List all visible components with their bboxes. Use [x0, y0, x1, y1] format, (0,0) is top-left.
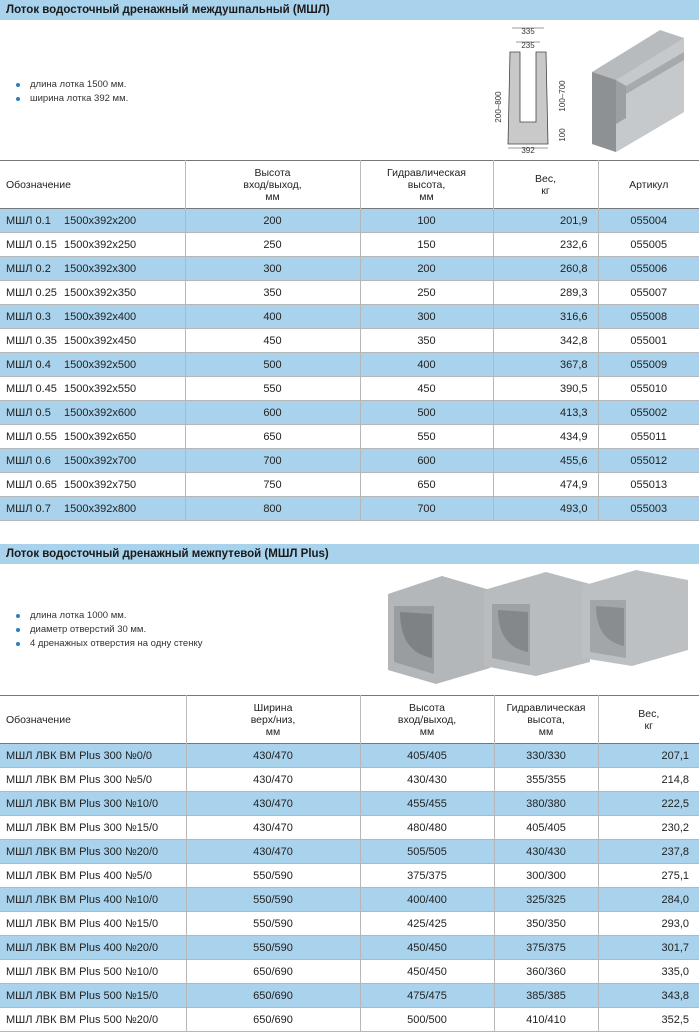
cell-designation [0, 401, 185, 425]
spec-bullet: длина лотка 1000 мм. [14, 609, 202, 623]
cell-designation [0, 209, 185, 233]
mshl-3d-illustration [586, 26, 690, 154]
cell-w: 284,0 [598, 888, 699, 912]
cell-h: 500/500 [360, 1008, 494, 1032]
cell-designation [0, 257, 185, 281]
cell-h: 450/450 [360, 960, 494, 984]
cell-h: 300 [185, 257, 360, 281]
cell-code: МШЛ ЛВК ВМ Plus 300 №20/0 [6, 845, 159, 858]
section-title-mshl: Лоток водосточный дренажный междушпальный (МШЛ) [0, 0, 699, 20]
cell-size: 1500x392x550 [64, 382, 137, 395]
table-row [0, 281, 699, 305]
column-header: Высота вход/выход, мм [360, 696, 494, 744]
cell-size: 1500x392x450 [64, 334, 137, 347]
cell-hyd: 150 [360, 233, 493, 257]
cell-w: 493,0 [493, 497, 598, 521]
cell-w: 474,9 [493, 473, 598, 497]
cell-width: 550/590 [186, 864, 360, 888]
table-row [0, 449, 699, 473]
cell-size: 1500x392x350 [64, 286, 137, 299]
table-header-row [0, 696, 699, 744]
cell-art: 055011 [598, 425, 699, 449]
table-row [0, 840, 699, 864]
cell-size: 1500x392x600 [64, 406, 137, 419]
cell-designation [0, 377, 185, 401]
cell-h: 250 [185, 233, 360, 257]
column-header: Обозначение [6, 178, 71, 191]
cell-h: 350 [185, 281, 360, 305]
cell-w: 390,5 [493, 377, 598, 401]
column-header: Обозначение [6, 713, 71, 726]
cell-code: МШЛ 0.55 [6, 430, 57, 443]
cell-code: МШЛ 0.65 [6, 478, 57, 491]
cell-hyd: 400 [360, 353, 493, 377]
cell-code: МШЛ 0.1 [6, 214, 51, 227]
column-header: Артикул [598, 161, 699, 209]
dim-bottom: 392 [521, 146, 535, 154]
column-header: Ширина верх/низ, мм [186, 696, 360, 744]
cell-width: 650/690 [186, 1008, 360, 1032]
dim-right-lower: 100 [558, 128, 567, 142]
table-row [0, 425, 699, 449]
cell-hyd: 430/430 [494, 840, 598, 864]
cell-width: 430/470 [186, 792, 360, 816]
cell-hyd: 500 [360, 401, 493, 425]
cell-size: 1500x392x750 [64, 478, 137, 491]
cell-code: МШЛ 0.6 [6, 454, 51, 467]
cell-w: 232,6 [493, 233, 598, 257]
cell-h: 450/450 [360, 936, 494, 960]
cell-w: 301,7 [598, 936, 699, 960]
table-row [0, 864, 699, 888]
table-row [0, 233, 699, 257]
cell-hyd: 355/355 [494, 768, 598, 792]
cell-width: 650/690 [186, 984, 360, 1008]
cell-w: 343,8 [598, 984, 699, 1008]
cell-code: МШЛ ЛВК ВМ Plus 300 №15/0 [6, 821, 159, 834]
cell-hyd: 250 [360, 281, 493, 305]
column-header: Гидравлическая высота, мм [360, 161, 493, 209]
table-row [0, 473, 699, 497]
table-row [0, 744, 699, 768]
cell-width: 430/470 [186, 840, 360, 864]
cell-hyd: 380/380 [494, 792, 598, 816]
cell-w: 207,1 [598, 744, 699, 768]
cell-code: МШЛ ЛВК ВМ Plus 400 №20/0 [6, 941, 159, 954]
cell-code: МШЛ ЛВК ВМ Plus 500 №15/0 [6, 989, 159, 1002]
section-title-mshl-plus: Лоток водосточный дренажный межпутевой (МШЛ Plus) [0, 544, 699, 564]
cell-size: 1500x392x250 [64, 238, 137, 251]
cell-size: 1500x392x650 [64, 430, 137, 443]
cell-width: 430/470 [186, 816, 360, 840]
cell-hyd: 405/405 [494, 816, 598, 840]
cell-h: 475/475 [360, 984, 494, 1008]
column-header: Высота вход/выход, мм [185, 161, 360, 209]
cell-hyd: 360/360 [494, 960, 598, 984]
cell-h: 425/425 [360, 912, 494, 936]
cell-h: 650 [185, 425, 360, 449]
cell-hyd: 100 [360, 209, 493, 233]
cell-w: 455,6 [493, 449, 598, 473]
mshl-cross-section-drawing [486, 22, 580, 154]
cell-size: 1500x392x200 [64, 214, 137, 227]
cell-size: 1500x392x400 [64, 310, 137, 323]
cell-code: МШЛ 0.35 [6, 334, 57, 347]
table-row [0, 960, 699, 984]
cell-w: 222,5 [598, 792, 699, 816]
cell-w: 434,9 [493, 425, 598, 449]
table-row [0, 768, 699, 792]
cell-code: МШЛ 0.7 [6, 502, 51, 515]
cell-w: 289,3 [493, 281, 598, 305]
table-row [0, 792, 699, 816]
table-row [0, 984, 699, 1008]
cell-h: 500 [185, 353, 360, 377]
cell-code: МШЛ ЛВК ВМ Plus 400 №10/0 [6, 893, 159, 906]
cell-hyd: 300/300 [494, 864, 598, 888]
cell-code: МШЛ ЛВК ВМ Plus 500 №10/0 [6, 965, 159, 978]
table-row [0, 936, 699, 960]
cell-designation [0, 233, 185, 257]
cell-w: 413,3 [493, 401, 598, 425]
table-row [0, 377, 699, 401]
cell-designation [0, 497, 185, 521]
cell-width: 550/590 [186, 888, 360, 912]
cell-code: МШЛ 0.2 [6, 262, 51, 275]
cell-width: 550/590 [186, 936, 360, 960]
cell-w: 260,8 [493, 257, 598, 281]
cell-size: 1500x392x300 [64, 262, 137, 275]
cell-h: 600 [185, 401, 360, 425]
cell-w: 335,0 [598, 960, 699, 984]
cell-art: 055009 [598, 353, 699, 377]
cell-code: МШЛ 0.25 [6, 286, 57, 299]
cell-width: 430/470 [186, 744, 360, 768]
mshl-table [0, 160, 699, 521]
cell-h: 400 [185, 305, 360, 329]
cell-art: 055004 [598, 209, 699, 233]
table-row [0, 1008, 699, 1032]
cell-size: 1500x392x700 [64, 454, 137, 467]
cell-hyd: 410/410 [494, 1008, 598, 1032]
cell-hyd: 200 [360, 257, 493, 281]
cell-hyd: 600 [360, 449, 493, 473]
cell-art: 055002 [598, 401, 699, 425]
cell-code: МШЛ ЛВК ВМ Plus 300 №10/0 [6, 797, 159, 810]
cell-designation [0, 449, 185, 473]
table-row [0, 888, 699, 912]
table-row [0, 816, 699, 840]
cell-hyd: 350/350 [494, 912, 598, 936]
table-row [0, 401, 699, 425]
cell-h: 480/480 [360, 816, 494, 840]
cell-h: 700 [185, 449, 360, 473]
cell-h: 800 [185, 497, 360, 521]
cell-designation [0, 305, 185, 329]
cell-w: 316,6 [493, 305, 598, 329]
mshl-plus-table [0, 695, 699, 1032]
cell-w: 214,8 [598, 768, 699, 792]
cell-h: 400/400 [360, 888, 494, 912]
spec-bullet: длина лотка 1500 мм. [14, 78, 128, 92]
cell-hyd: 700 [360, 497, 493, 521]
cell-art: 055008 [598, 305, 699, 329]
spec-bullet: 4 дренажных отверстия на одну стенку [14, 637, 202, 651]
mshl-plus-3d-illustration [386, 566, 692, 686]
cell-code: МШЛ 0.3 [6, 310, 51, 323]
dim-right-upper: 100–700 [558, 80, 567, 112]
cell-designation [0, 281, 185, 305]
cell-art: 055010 [598, 377, 699, 401]
cell-art: 055006 [598, 257, 699, 281]
cell-width: 430/470 [186, 768, 360, 792]
cell-size: 1500x392x800 [64, 502, 137, 515]
cell-art: 055001 [598, 329, 699, 353]
cell-w: 293,0 [598, 912, 699, 936]
cell-art: 055007 [598, 281, 699, 305]
cell-hyd: 325/325 [494, 888, 598, 912]
column-header: Вес, кг [598, 696, 699, 744]
table-row [0, 912, 699, 936]
cell-designation [0, 425, 185, 449]
dim-top-inner: 235 [521, 41, 535, 50]
cell-code: МШЛ ЛВК ВМ Plus 400 №15/0 [6, 917, 159, 930]
table-row [0, 353, 699, 377]
cell-w: 237,8 [598, 840, 699, 864]
cell-designation [0, 329, 185, 353]
column-header: Гидравлическая высота, мм [494, 696, 598, 744]
cell-designation [0, 473, 185, 497]
table-row [0, 209, 699, 233]
spec-bullet: ширина лотка 392 мм. [14, 92, 128, 106]
cell-code: МШЛ 0.5 [6, 406, 51, 419]
cell-h: 505/505 [360, 840, 494, 864]
table-row [0, 257, 699, 281]
cell-art: 055003 [598, 497, 699, 521]
cell-h: 200 [185, 209, 360, 233]
cell-w: 275,1 [598, 864, 699, 888]
cell-hyd: 550 [360, 425, 493, 449]
dim-top-outer: 335 [521, 27, 535, 36]
cell-code: МШЛ ЛВК ВМ Plus 300 №5/0 [6, 773, 153, 786]
cell-h: 430/430 [360, 768, 494, 792]
cell-code: МШЛ 0.45 [6, 382, 57, 395]
cell-hyd: 385/385 [494, 984, 598, 1008]
cell-code: МШЛ ЛВК ВМ Plus 400 №5/0 [6, 869, 153, 882]
cell-code: МШЛ 0.15 [6, 238, 57, 251]
cell-h: 750 [185, 473, 360, 497]
cell-hyd: 450 [360, 377, 493, 401]
cell-code: МШЛ ЛВК ВМ Plus 500 №20/0 [6, 1013, 159, 1026]
cell-hyd: 300 [360, 305, 493, 329]
cell-art: 055013 [598, 473, 699, 497]
cell-h: 450 [185, 329, 360, 353]
cell-hyd: 350 [360, 329, 493, 353]
cell-hyd: 650 [360, 473, 493, 497]
table-row [0, 329, 699, 353]
cell-w: 201,9 [493, 209, 598, 233]
cell-w: 342,8 [493, 329, 598, 353]
cell-h: 455/455 [360, 792, 494, 816]
table-row [0, 305, 699, 329]
dim-left: 200–800 [494, 91, 503, 123]
table-header-row [0, 161, 699, 209]
mshl-specs-list [14, 78, 128, 106]
cell-w: 230,2 [598, 816, 699, 840]
spec-bullet: диаметр отверстий 30 мм. [14, 623, 202, 637]
cell-art: 055012 [598, 449, 699, 473]
cell-hyd: 375/375 [494, 936, 598, 960]
column-header: Вес, кг [493, 161, 598, 209]
cell-h: 375/375 [360, 864, 494, 888]
cell-width: 650/690 [186, 960, 360, 984]
cell-code: МШЛ 0.4 [6, 358, 51, 371]
cell-width: 550/590 [186, 912, 360, 936]
mshl-profile-shape [508, 52, 548, 144]
cell-w: 352,5 [598, 1008, 699, 1032]
cell-h: 550 [185, 377, 360, 401]
cell-w: 367,8 [493, 353, 598, 377]
table-row [0, 497, 699, 521]
mshl-plus-specs-list [14, 609, 202, 651]
cell-hyd: 330/330 [494, 744, 598, 768]
cell-art: 055005 [598, 233, 699, 257]
cell-designation [0, 353, 185, 377]
cell-h: 405/405 [360, 744, 494, 768]
cell-size: 1500x392x500 [64, 358, 137, 371]
cell-code: МШЛ ЛВК ВМ Plus 300 №0/0 [6, 749, 153, 762]
